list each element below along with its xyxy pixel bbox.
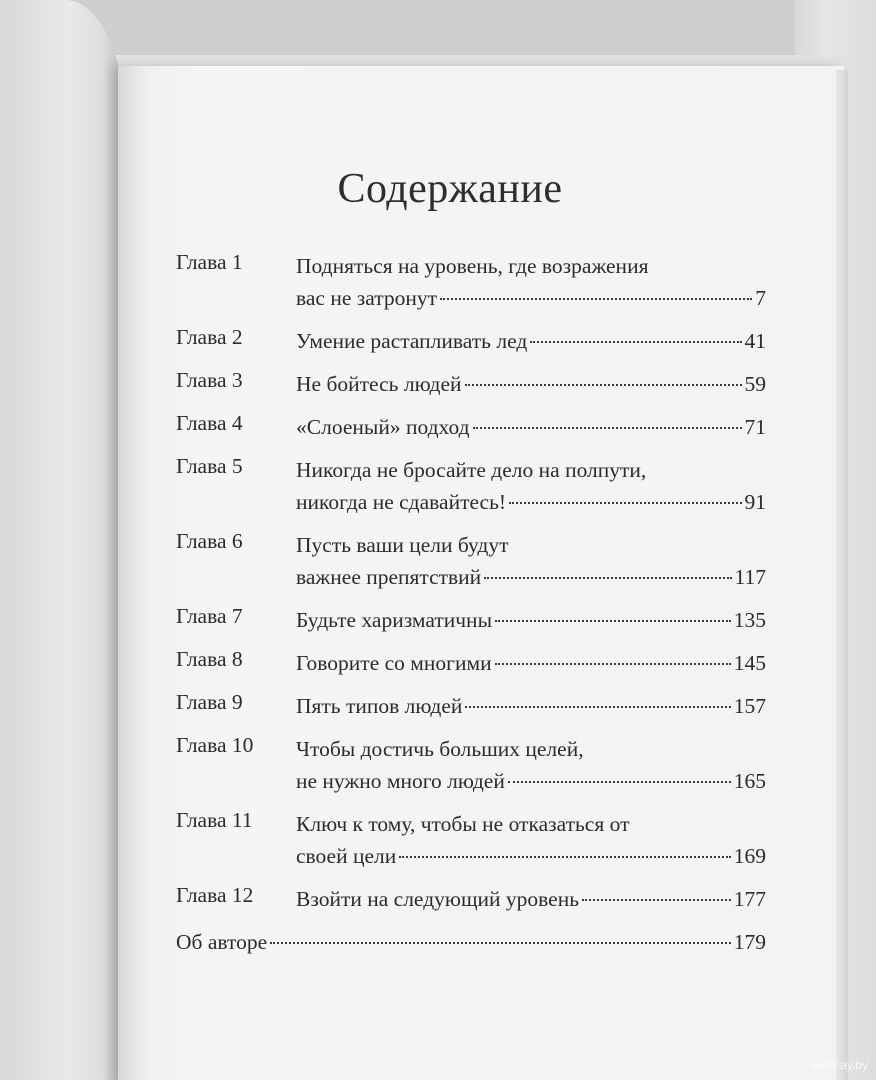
chapter-title <box>296 604 766 636</box>
page-title: Содержание <box>337 166 563 212</box>
page-number: 7 <box>755 286 766 310</box>
chapter-title <box>296 368 766 400</box>
chapter-label: Глава 5 <box>176 454 243 478</box>
title-line <box>296 840 766 872</box>
chapter-title <box>296 883 766 915</box>
title-text: «Слоеный» подход <box>296 415 470 439</box>
watermark: www.ay.by <box>811 1058 868 1072</box>
page-edge <box>836 70 848 1080</box>
page-number: 165 <box>733 769 766 793</box>
title-text: не нужно много людей <box>296 769 505 793</box>
title-line <box>296 647 766 679</box>
toc-entry <box>176 690 766 722</box>
dot-leader <box>440 298 752 300</box>
title-line <box>296 368 766 400</box>
chapter-title <box>296 411 766 443</box>
toc-entry-about <box>176 926 766 958</box>
facing-page <box>0 0 125 1080</box>
title-text: Чтобы достичь больших целей, <box>296 737 584 761</box>
page-number: 157 <box>733 694 766 718</box>
page-number: 71 <box>744 415 766 439</box>
title-line <box>296 325 766 357</box>
toc-entry <box>176 368 766 400</box>
title-line <box>296 486 766 518</box>
title-text: Никогда не бросайте дело на полпути, <box>296 458 647 482</box>
title-line <box>296 765 766 797</box>
title-line <box>296 733 766 765</box>
dot-leader <box>465 706 730 708</box>
toc-entry <box>176 733 766 797</box>
title-line <box>296 529 766 561</box>
dot-leader <box>508 781 731 783</box>
title-text: никогда не сдавайтесь! <box>296 490 507 514</box>
toc-entry <box>176 647 766 679</box>
page-number: 145 <box>733 651 766 675</box>
chapter-title <box>296 454 766 518</box>
toc-entry <box>176 454 766 518</box>
title-line <box>296 604 766 636</box>
page-number: 177 <box>733 887 766 911</box>
chapter-label: Глава 10 <box>176 733 254 757</box>
dot-leader <box>530 341 741 343</box>
dot-leader <box>495 620 731 622</box>
title-line <box>296 282 766 314</box>
chapter-label: Глава 3 <box>176 368 243 392</box>
chapter-label: Глава 1 <box>176 250 243 274</box>
page-number: 135 <box>733 608 766 632</box>
dot-leader <box>495 663 731 665</box>
chapter-label: Глава 9 <box>176 690 243 714</box>
chapter-title <box>296 325 766 357</box>
title-line <box>296 690 766 722</box>
chapter-title <box>296 250 766 314</box>
title-text: своей цели <box>296 844 397 868</box>
dot-leader <box>465 384 742 386</box>
dot-leader <box>270 942 731 944</box>
page-number: 179 <box>733 930 766 954</box>
chapter-label: Глава 6 <box>176 529 243 553</box>
title-text: Умение растапливать лед <box>296 329 528 353</box>
title-text: Взойти на следующий уровень <box>296 887 580 911</box>
dot-leader <box>473 427 742 429</box>
page-number: 59 <box>744 372 766 396</box>
title-text: Говорите со многими <box>296 651 492 675</box>
chapter-label: Глава 7 <box>176 604 243 628</box>
title-text: важнее препятствий <box>296 565 482 589</box>
table-of-contents <box>176 250 766 969</box>
toc-entry <box>176 604 766 636</box>
page-number: 169 <box>733 844 766 868</box>
title-line <box>296 561 766 593</box>
about-line <box>176 926 766 958</box>
about-label: Об авторе <box>176 930 268 954</box>
page-number: 91 <box>744 490 766 514</box>
title-line <box>296 454 766 486</box>
chapter-title <box>296 529 766 593</box>
toc-entry <box>176 250 766 314</box>
chapter-title <box>296 733 766 797</box>
chapter-label: Глава 12 <box>176 883 254 907</box>
toc-entry <box>176 883 766 915</box>
dot-leader <box>399 856 730 858</box>
dot-leader <box>509 502 741 504</box>
chapter-title <box>296 647 766 679</box>
page-number: 117 <box>734 565 766 589</box>
chapter-label: Глава 8 <box>176 647 243 671</box>
chapter-label: Глава 11 <box>176 808 253 832</box>
toc-entry <box>176 325 766 357</box>
chapter-label: Глава 4 <box>176 411 243 435</box>
title-text: Не бойтесь людей <box>296 372 462 396</box>
title-line <box>296 883 766 915</box>
page-number: 41 <box>744 329 766 353</box>
title-line <box>296 808 766 840</box>
toc-entry <box>176 808 766 872</box>
chapter-label: Глава 2 <box>176 325 243 349</box>
title-line <box>296 250 766 282</box>
dot-leader <box>484 577 731 579</box>
title-text: Будьте харизматичны <box>296 608 493 632</box>
title-text: Пусть ваши цели будут <box>296 533 509 557</box>
dot-leader <box>582 899 731 901</box>
title-text: Пять типов людей <box>296 694 463 718</box>
title-text: Ключ к тому, чтобы не отказаться от <box>296 812 630 836</box>
title-text: Подняться на уровень, где возражения <box>296 254 649 278</box>
toc-entry <box>176 529 766 593</box>
chapter-title <box>296 690 766 722</box>
toc-entry <box>176 411 766 443</box>
chapter-title <box>296 808 766 872</box>
title-text: вас не затронут <box>296 286 438 310</box>
title-line <box>296 411 766 443</box>
